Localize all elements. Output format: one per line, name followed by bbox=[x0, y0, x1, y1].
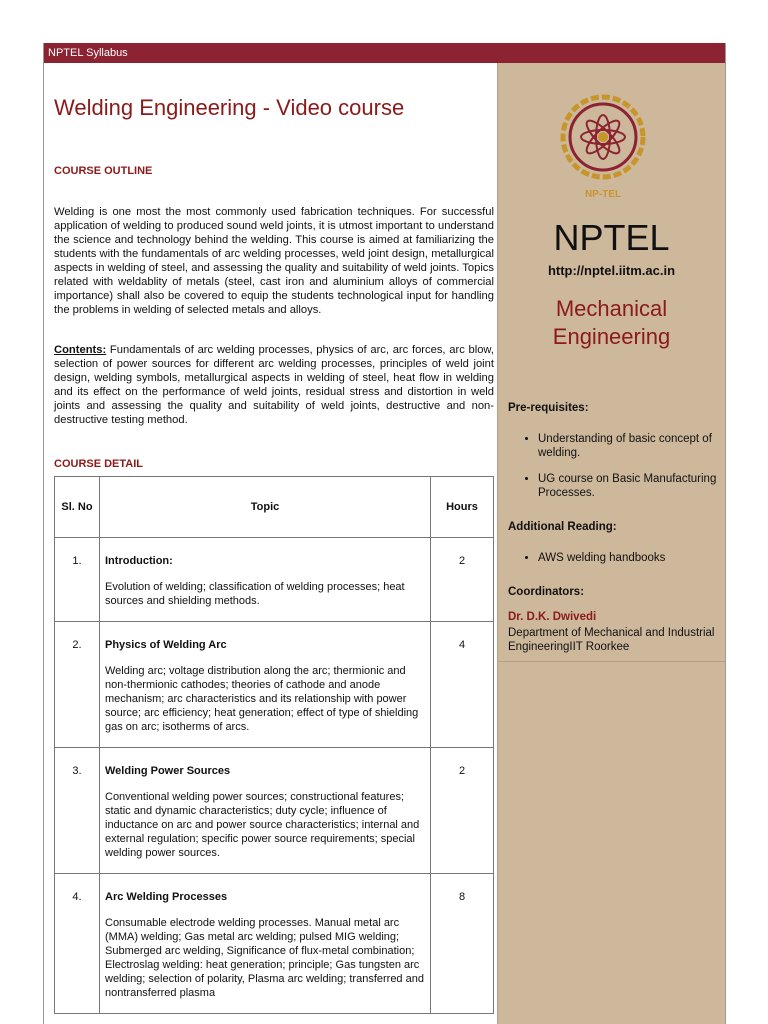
topic-body: Evolution of welding; classification of welding processes; heat sources and shielding methods. bbox=[105, 581, 405, 607]
table-row bbox=[55, 748, 494, 874]
org-name: NPTEL bbox=[553, 217, 670, 258]
course-title: Welding Engineering - Video course bbox=[54, 95, 405, 120]
row-hours: 8 bbox=[458, 891, 466, 903]
prereq-list bbox=[508, 432, 726, 512]
list-item: • AWS welding handbooks bbox=[538, 551, 726, 565]
top-bar: NPTEL Syllabus bbox=[44, 43, 725, 63]
outline-heading: COURSE OUTLINE bbox=[54, 165, 153, 177]
header-hours: Hours bbox=[431, 477, 494, 538]
header-topic: Topic bbox=[100, 477, 431, 538]
outline-text: Welding is one most the most commonly used fabrication techniques. For successful application of welding to produced sound weld joints, it is utmost important to understand the science and technology behind the welding. This course is aimed at familiarizing the students with the fundamentals of arc welding processes, weld joint design, metallurgical aspects in welding of steel, and assessing the quality and suitability of weld joints. Topics related with weldablity of metals (steel, cast iron and aluminium alloys of commercial importance) shall also be covered to equip the students technological input for handling the problems in welding of selected metals and alloys. bbox=[54, 206, 494, 316]
coordinator-name: Dr. D.K. Dwivedi bbox=[508, 611, 597, 623]
row-number: 2. bbox=[72, 639, 82, 651]
row-hours: 2 bbox=[458, 555, 466, 567]
row-number: 4. bbox=[72, 891, 82, 903]
course-detail-table bbox=[54, 476, 494, 1014]
topic-body: Welding arc; voltage distribution along the arc; thermionic and non-thermionic cathodes; theories of cathode and anode mechanism; arc characteristics and its relationship with power source; arc efficiency; heat generation; effect of type of shielding gas on arc; isotherms of arcs. bbox=[105, 665, 419, 733]
main-content bbox=[44, 63, 497, 1024]
list-item: • Understanding of basic concept of welding. bbox=[538, 432, 726, 460]
table-row bbox=[55, 874, 494, 1014]
topic-body: Conventional welding power sources; constructional features; static and dynamic characteristics; duty cycle; influence of inductance on arc and power source characteristics; internal and external regulation; specific power source requirements; special welding power sources. bbox=[105, 791, 420, 859]
coord-heading: Coordinators: bbox=[508, 586, 585, 598]
prereq-heading: Pre-requisites: bbox=[508, 402, 589, 414]
reading-list bbox=[508, 551, 726, 577]
row-hours: 2 bbox=[458, 765, 466, 777]
table-row bbox=[55, 622, 494, 748]
topic-body: Consumable electrode welding processes. Manual metal arc (MMA) welding; Gas metal arc welding; pulsed MIG welding; Submerged arc welding, Significance of flux-metal combination; Electroslag welding: heat generation; principle; Gas tungsten arc welding; selection of polarity, Plasma arc welding; transferred and nontransferred plasma bbox=[105, 917, 424, 999]
row-number: 1. bbox=[72, 555, 82, 567]
syllabus-page bbox=[43, 43, 726, 1024]
row-hours: 4 bbox=[458, 639, 466, 651]
sidebar bbox=[497, 63, 725, 1024]
logo-text: NP-TEL bbox=[584, 189, 622, 200]
nptel-logo bbox=[558, 85, 648, 205]
topic-title: Physics of Welding Arc bbox=[105, 639, 227, 651]
contents-paragraph bbox=[54, 343, 494, 427]
topic-title: Arc Welding Processes bbox=[105, 891, 228, 903]
header-no: Sl. No bbox=[55, 477, 100, 538]
divider bbox=[498, 661, 725, 662]
contents-text: Fundamentals of arc welding processes, physics of arc, arc forces, arc blow, selection of power sources for different arc welding processes, principles of weld joint design, welding symbols, metallurgical aspects in welding of steel, heat flow in welding and its effect on the performance of weld joints, residual stress and distortion in weld joints and assessing the quality and suitability of weld joints, destructive and non-destructive testing method. bbox=[54, 344, 494, 426]
table-row bbox=[55, 538, 494, 622]
reading-heading: Additional Reading: bbox=[508, 521, 617, 533]
topic-title: Welding Power Sources bbox=[105, 765, 231, 777]
coordinator-dept: Department of Mechanical and Industrial EngineeringIIT Roorkee bbox=[508, 627, 715, 653]
topic-title: Introduction: bbox=[105, 555, 173, 567]
row-number: 3. bbox=[72, 765, 82, 777]
list-item: • UG course on Basic Manufacturing Processes. bbox=[538, 472, 726, 500]
table-header-row bbox=[55, 477, 494, 538]
detail-heading: COURSE DETAIL bbox=[54, 458, 144, 470]
org-url[interactable]: http://nptel.iitm.ac.in bbox=[547, 263, 676, 278]
contents-label: Contents: bbox=[54, 344, 107, 356]
department-name: Mechanical Engineering bbox=[552, 296, 671, 349]
